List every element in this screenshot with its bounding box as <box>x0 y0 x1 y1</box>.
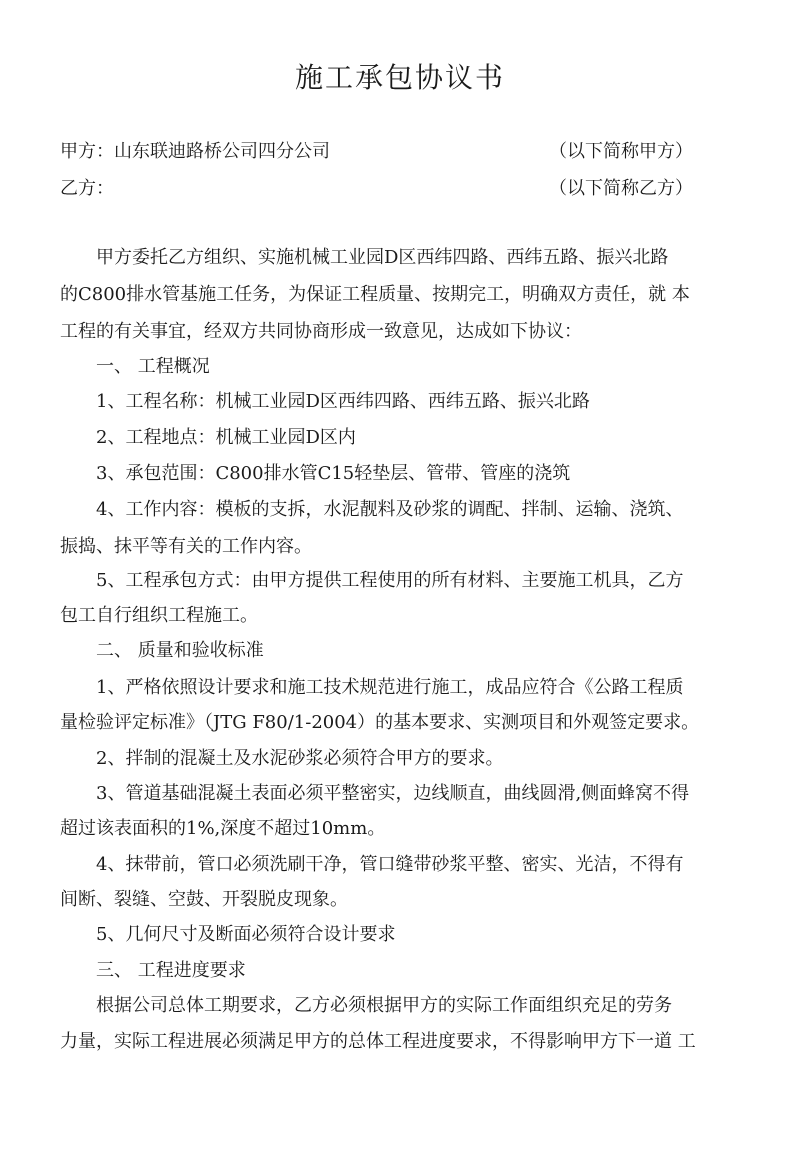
intro-line-3: 工程的有关事宜，经双方共同协商形成一致意见，达成如下协议： <box>60 321 582 342</box>
party-b-line: 乙方： <box>60 178 114 199</box>
section-2-item: 超过该表面积的1%,深度不超过10mm。 <box>60 818 386 839</box>
party-a-note: （以下简称甲方） <box>549 141 693 162</box>
section-1-item: 包工自行组织工程施工。 <box>60 605 258 626</box>
section-1-item: 5、工程承包方式：由甲方提供工程使用的所有材料、主要施工机具，乙方 <box>96 570 684 591</box>
section-2-item: 间断、裂缝、空鼓、开裂脱皮现象。 <box>60 889 348 910</box>
party-b-note: （以下简称乙方） <box>549 178 693 199</box>
section-3-item: 力量，实际工程进展必须满足甲方的总体工程进度要求，不得影响甲方下一道 工 <box>60 1031 696 1052</box>
section-3-item: 根据公司总体工期要求，乙方必须根据甲方的实际工作面组织充足的劳务 <box>96 995 672 1016</box>
section-1-heading: 一、 工程概况 <box>96 356 210 377</box>
section-3-heading: 三、 工程进度要求 <box>96 960 246 981</box>
page-title: 施工承包协议书 <box>294 61 505 94</box>
section-1-item: 2、工程地点：机械工业园D区内 <box>96 427 356 448</box>
section-2-item: 1、严格依照设计要求和施工技术规范进行施工，成品应符合《公路工程质 <box>96 677 684 698</box>
section-2-item: 3、管道基础混凝土表面必须平整密实，边线顺直，曲线圆滑,侧面蜂窝不得 <box>96 783 690 804</box>
section-1-item: 3、承包范围：C800排水管C15轻垫层、管带、管座的浇筑 <box>96 463 571 484</box>
party-a-line: 甲方：山东联迪路桥公司四分公司 <box>60 141 330 162</box>
intro-line-1: 甲方委托乙方组织、实施机械工业园D区西纬四路、西纬五路、振兴北路 <box>96 247 669 268</box>
intro-line-2: 的C800排水管基施工任务，为保证工程质量、按期完工，明确双方责任，就 本 <box>60 284 690 305</box>
section-2-item: 2、拌制的混凝土及水泥砂浆必须符合甲方的要求。 <box>96 748 504 769</box>
section-2-heading: 二、 质量和验收标准 <box>96 640 264 661</box>
section-1-item: 1、工程名称：机械工业园D区西纬四路、西纬五路、振兴北路 <box>96 391 590 412</box>
section-2-item: 量检验评定标准》（JTG F80/1-2004）的基本要求、实测项目和外观签定要求。 <box>60 712 700 733</box>
section-1-item: 4、工作内容：模板的支拆，水泥靓料及砂浆的调配、拌制、运输、浇筑、 <box>96 499 684 520</box>
section-2-item: 5、几何尺寸及断面必须符合设计要求 <box>96 924 396 945</box>
section-2-item: 4、抹带前，管口必须洗刷干净，管口缝带砂浆平整、密实、光洁，不得有 <box>96 854 684 875</box>
section-1-item: 振捣、抹平等有关的工作内容。 <box>60 536 312 557</box>
